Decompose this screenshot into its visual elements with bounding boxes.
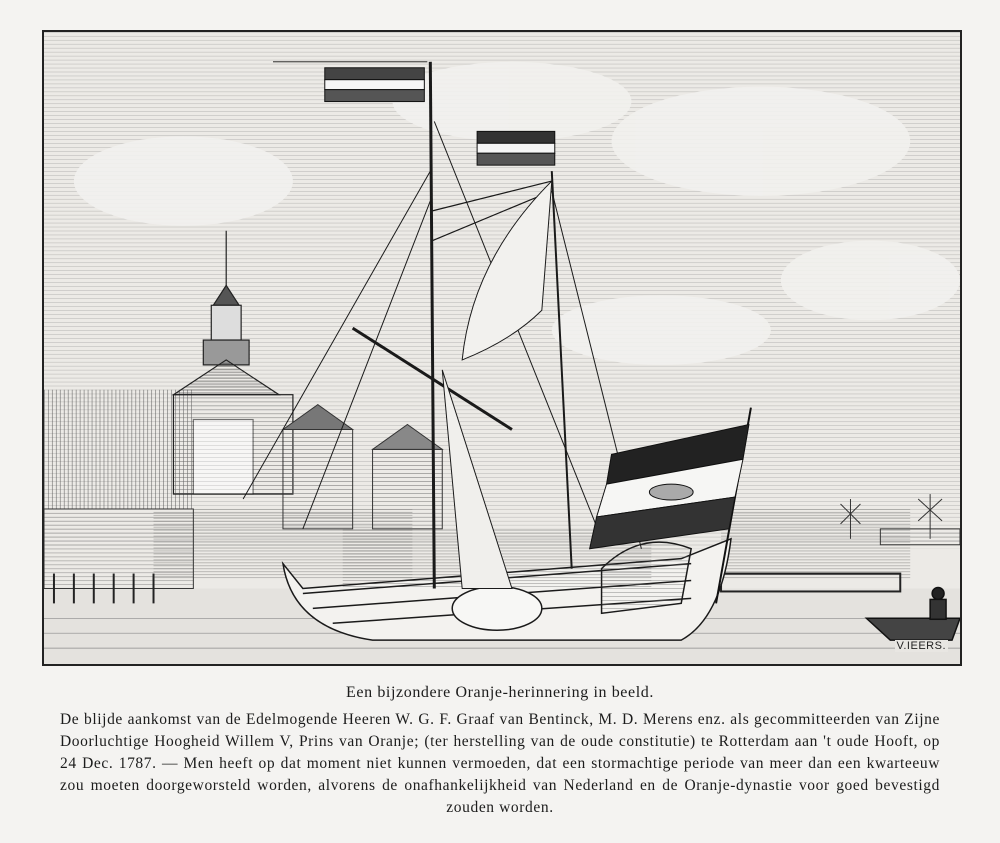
caption-title: Een bijzondere Oranje-herinnering in beeld. [346,684,654,701]
caption-body: De blijde aankomst van de Edelmogende Heeren W. G. F. Graaf van Bentinck, M. D. Merens enz. als gecommitteerden van Zijne Doorluchtige Hoogheid Willem V, Prins van Oranje; (ter herstelling van de oude constitutie) te Rotterdam aan 't oude Hooft, op 24 Dec. 1787. — Men heeft op dat moment niet kunnen vermoeden, dat een stormachtige periode van meer dan een kwarteeuw zou moeten doorgeworsteld worden, alvorens de onafhankelijkheid van Nederland en de Oranje-dynastie voor goed bevestigd zouden worden. [60,711,940,816]
caption [60,684,940,819]
trees [44,390,193,509]
artist-signature: V.IEERS. [896,640,946,652]
mizzen-flag [477,131,555,165]
engraving-plate [42,30,962,666]
engraving-illustration [44,32,960,664]
